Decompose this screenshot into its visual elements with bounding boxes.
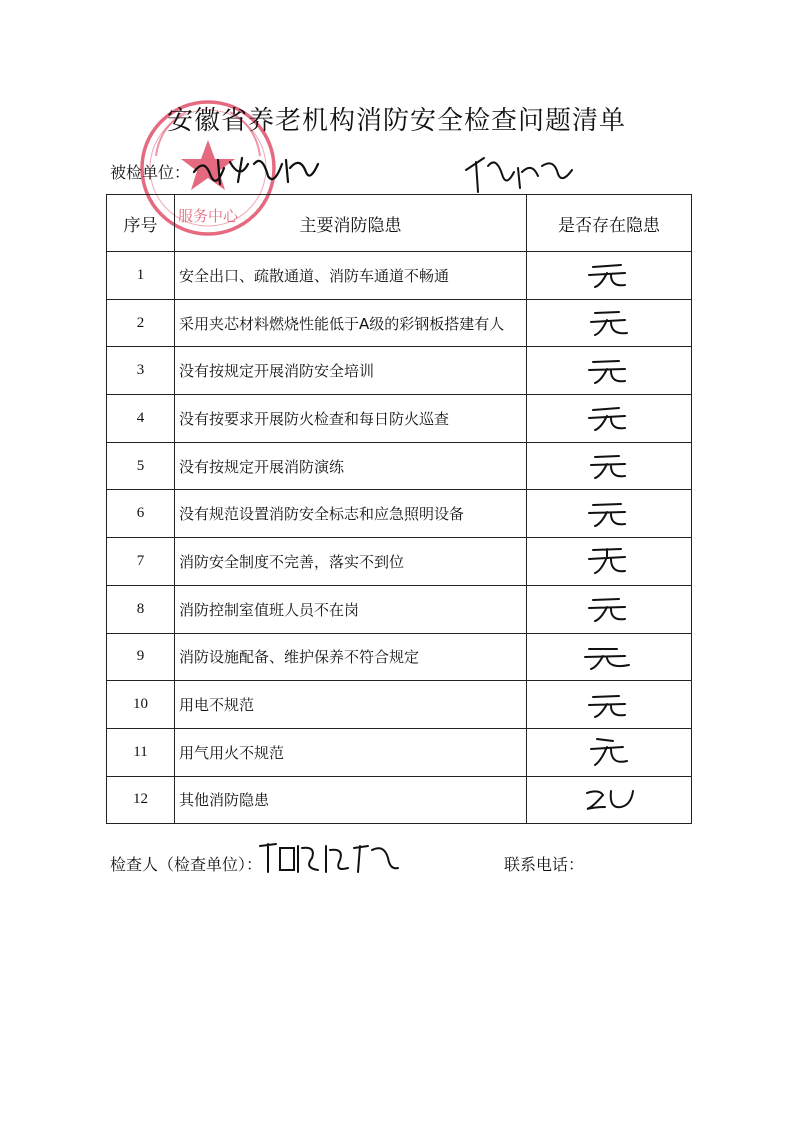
stamp-text: 服务中心 [177, 207, 239, 225]
row-answer [527, 538, 692, 586]
table-header-row [107, 195, 692, 252]
inspector-label: 检查人（检查单位）： [110, 855, 263, 874]
handwritten-answer-mark [585, 402, 633, 434]
row-hazard: 其他消防隐患 [175, 776, 527, 824]
handwritten-answer-mark [583, 641, 635, 673]
inspected-unit-label: 被检单位： [110, 163, 191, 182]
header-no: 序号 [107, 195, 175, 252]
person-signature [462, 152, 582, 198]
row-answer [527, 252, 692, 300]
table-row [107, 538, 692, 586]
table-row [107, 252, 692, 300]
handwritten-answer-mark [585, 689, 633, 721]
row-number: 11 [107, 728, 175, 776]
row-hazard: 用电不规范 [175, 681, 527, 729]
handwritten-answer-mark [585, 735, 633, 769]
row-number: 8 [107, 585, 175, 633]
table-row [107, 585, 692, 633]
header-hazard: 主要消防隐患 [175, 195, 527, 252]
row-hazard: 采用夹芯材料燃烧性能低于A级的彩钢板搭建有人 [175, 299, 527, 347]
table-row [107, 681, 692, 729]
row-number: 5 [107, 442, 175, 490]
table-row [107, 490, 692, 538]
row-answer [527, 776, 692, 824]
row-answer [527, 395, 692, 443]
row-answer [527, 299, 692, 347]
handwritten-answer-mark [585, 355, 633, 387]
phone-label: 联系电话： [504, 855, 585, 874]
row-number: 9 [107, 633, 175, 681]
row-number: 10 [107, 681, 175, 729]
row-hazard: 没有按要求开展防火检查和每日防火巡查 [175, 395, 527, 443]
handwritten-answer-mark [585, 498, 633, 530]
row-number: 3 [107, 347, 175, 395]
row-number: 2 [107, 299, 175, 347]
row-answer [527, 728, 692, 776]
row-hazard: 没有按规定开展消防演练 [175, 442, 527, 490]
row-hazard: 没有规范设置消防安全标志和应急照明设备 [175, 490, 527, 538]
row-answer [527, 633, 692, 681]
header-exists: 是否存在隐患 [527, 195, 692, 252]
unit-signature [190, 150, 330, 190]
inspector-signature [256, 838, 406, 878]
table-row [107, 395, 692, 443]
handwritten-answer-mark [585, 593, 633, 625]
table-row [107, 633, 692, 681]
hazard-table [106, 194, 692, 824]
handwritten-answer-mark [585, 545, 633, 577]
row-answer [527, 347, 692, 395]
table-row [107, 776, 692, 824]
row-number: 6 [107, 490, 175, 538]
row-hazard: 安全出口、疏散通道、消防车通道不畅通 [175, 252, 527, 300]
handwritten-answer-mark [585, 259, 633, 291]
row-answer [527, 681, 692, 729]
row-hazard: 没有按规定开展消防安全培训 [175, 347, 527, 395]
row-number: 1 [107, 252, 175, 300]
row-hazard: 用气用火不规范 [175, 728, 527, 776]
page-title: 安徽省养老机构消防安全检查问题清单 [166, 106, 626, 136]
row-answer [527, 490, 692, 538]
handwritten-answer-mark [585, 307, 633, 339]
row-number: 7 [107, 538, 175, 586]
row-hazard: 消防控制室值班人员不在岗 [175, 585, 527, 633]
row-hazard: 消防设施配备、维护保养不符合规定 [175, 633, 527, 681]
row-number: 4 [107, 395, 175, 443]
handwritten-answer-mark [585, 450, 633, 482]
row-number: 12 [107, 776, 175, 824]
table-row [107, 442, 692, 490]
row-hazard: 消防安全制度不完善，落实不到位 [175, 538, 527, 586]
table-row [107, 728, 692, 776]
table-row [107, 299, 692, 347]
row-answer [527, 442, 692, 490]
row-answer [527, 585, 692, 633]
table-row [107, 347, 692, 395]
handwritten-answer-mark [581, 785, 637, 815]
